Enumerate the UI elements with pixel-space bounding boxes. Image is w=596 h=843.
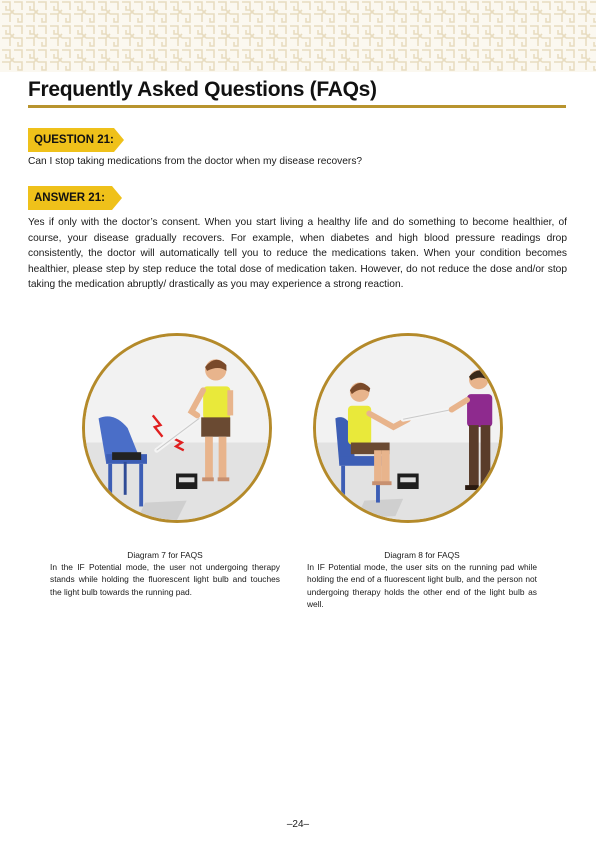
diagram-7-caption-text: In the IF Potential mode, the user not undergoing therapy stands while holding the fluorescent light bulb and touches the light bulb towards the running pad. [50, 562, 280, 597]
diagram-8-caption-text: In IF Potential mode, the user sits on the running pad while holding the end of a fluorescent light bulb, and the person not undergoing therapy holds the other end of the light bulb as well. [307, 562, 537, 609]
running-pad-device-icon [397, 474, 418, 489]
diagram-8-title: Diagram 8 for FAQS [384, 550, 460, 560]
question-tag: QUESTION 21: [28, 128, 114, 152]
running-pad-device-icon [176, 474, 197, 489]
diagram-8-caption [307, 549, 537, 610]
title-underline [28, 105, 566, 108]
page-title: Frequently Asked Questions (FAQs) [28, 78, 377, 101]
diagram-7-illustration [82, 333, 272, 523]
page-number: –24– [286, 819, 310, 830]
decorative-header-pattern [0, 0, 596, 72]
diagram-7-title: Diagram 7 for FAQS [127, 550, 203, 560]
answer-text: Yes if only with the doctor’s consent. When you start living a healthy life and do something to become healthier, of course, your disease gradually recovers. For example, when diabetes and high blood pressure readings drop consistently, the doctor will automatically tell you to reduce the medications taken. When your condition becomes healthier, please step by step reduce the total dose of medication taken. However, do not reduce the dose and/or stop taking the medication abruptly/ drastically as you may experience a strong reaction. [28, 217, 567, 291]
answer-tag: ANSWER 21: [28, 186, 112, 210]
diagram-8-illustration [313, 333, 503, 523]
question-text: Can I stop taking medications from the doctor when my disease recovers? [28, 156, 363, 167]
diagram-7-caption [50, 549, 280, 598]
